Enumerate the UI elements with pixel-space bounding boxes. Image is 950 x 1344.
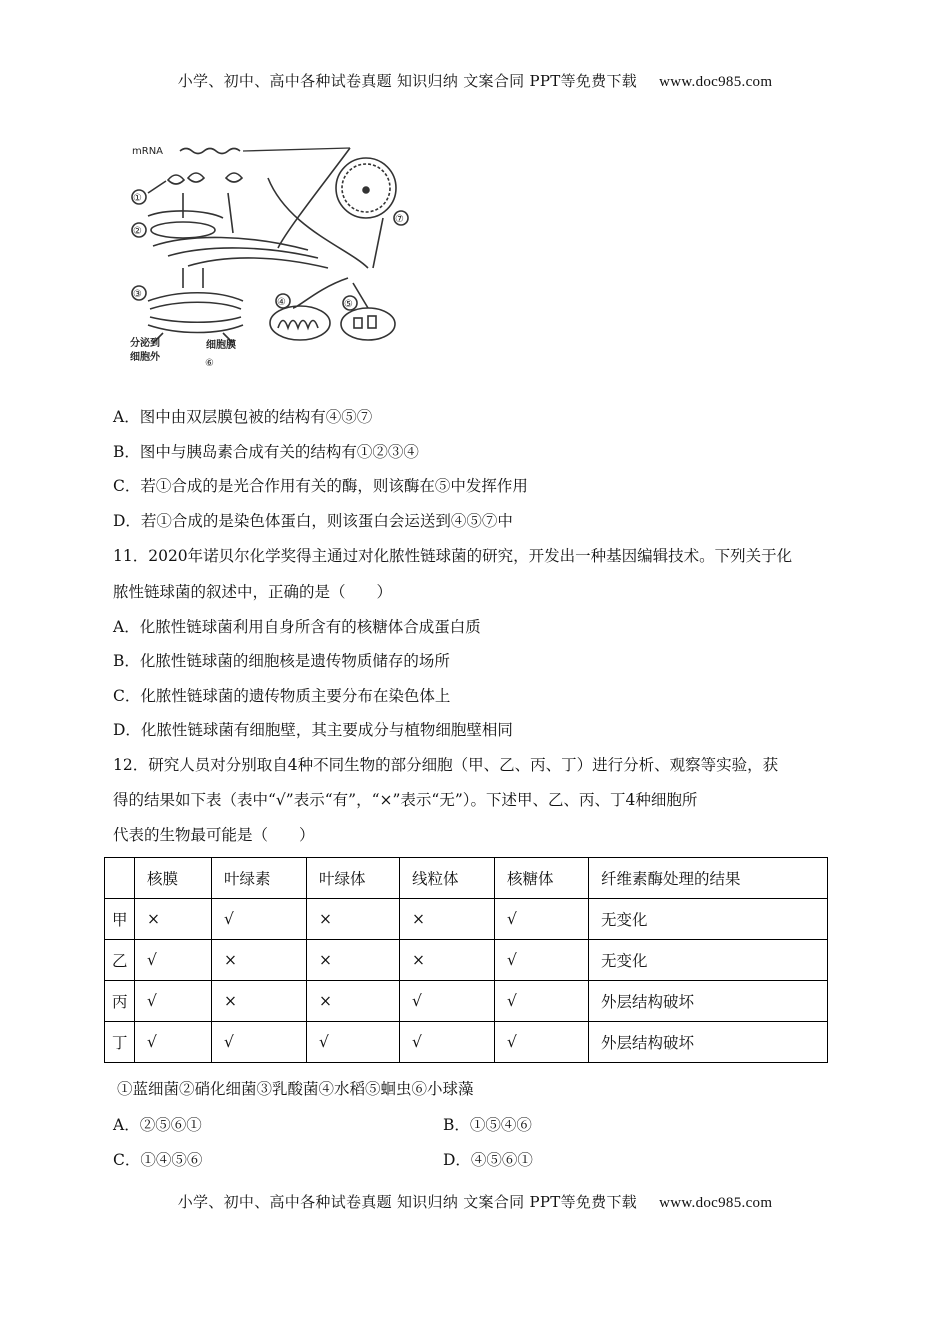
q12-organism-list: ①蓝细菌②硝化细菌③乳酸菌④水稻⑤蛔虫⑥小球藻 bbox=[117, 1080, 474, 1098]
table-cell: √ bbox=[135, 981, 212, 1022]
table-header-cell: 核膜 bbox=[135, 858, 212, 899]
table-cell: × bbox=[307, 940, 400, 981]
table-header-cell: 叶绿素 bbox=[212, 858, 307, 899]
table-row bbox=[105, 940, 828, 981]
cell-structure-figure bbox=[128, 138, 413, 370]
table-header-row bbox=[105, 858, 828, 899]
table-row bbox=[105, 1022, 828, 1063]
table-cell: √ bbox=[495, 1022, 589, 1063]
table-cell: √ bbox=[212, 899, 307, 940]
table-header-cell: 核糖体 bbox=[495, 858, 589, 899]
q11-stem-line1: 11．2020年诺贝尔化学奖得主通过对化脓性链球菌的研究，开发出一种基因编辑技术。下列关于化 bbox=[113, 547, 793, 565]
header-text: 小学、初中、高中各种试卷真题 知识归纳 文案合同 PPT等免费下载 bbox=[177, 72, 638, 90]
q10-option-c: C．若①合成的是光合作用有关的酶，则该酶在⑤中发挥作用 bbox=[113, 477, 528, 495]
table-cell: √ bbox=[400, 981, 495, 1022]
table-cell: 外层结构破坏 bbox=[589, 1022, 828, 1063]
table-cell: × bbox=[400, 940, 495, 981]
header-site: www.doc985.com bbox=[659, 74, 773, 90]
q12-stem-line2: 得的结果如下表（表中“√”表示“有”，“×”表示“无”）。下述甲、乙、丙、丁4种细胞所 bbox=[113, 791, 698, 809]
table-cell: × bbox=[400, 899, 495, 940]
q12-stem-line1: 12．研究人员对分别取自4种不同生物的部分细胞（甲、乙、丙、丁）进行分析、观察等实验，获 bbox=[113, 756, 779, 774]
table-cell: √ bbox=[212, 1022, 307, 1063]
page-footer bbox=[0, 1191, 950, 1212]
table-cell: × bbox=[307, 899, 400, 940]
q12-option-b: B．①⑤④⑥ bbox=[443, 1116, 532, 1134]
table-cell: √ bbox=[495, 981, 589, 1022]
q11-option-c: C．化脓性链球菌的遗传物质主要分布在染色体上 bbox=[113, 687, 451, 705]
q10-option-b: B．图中与胰岛素合成有关的结构有①②③④ bbox=[113, 443, 419, 461]
table-row bbox=[105, 981, 828, 1022]
table-cell: 丙 bbox=[105, 981, 135, 1022]
mrna-label: mRNA bbox=[132, 146, 164, 157]
table-row bbox=[105, 899, 828, 940]
footer-site: www.doc985.com bbox=[659, 1195, 773, 1211]
table-cell: × bbox=[212, 981, 307, 1022]
table-cell: √ bbox=[135, 940, 212, 981]
q12-option-d: D．④⑤⑥① bbox=[443, 1151, 533, 1169]
table-cell: √ bbox=[495, 940, 589, 981]
q11-option-b: B．化脓性链球菌的细胞核是遗传物质储存的场所 bbox=[113, 652, 450, 670]
table-cell: 丁 bbox=[105, 1022, 135, 1063]
q11-option-d: D．化脓性链球菌有细胞壁，其主要成分与植物细胞壁相同 bbox=[113, 721, 513, 739]
q12-option-a: A．②⑤⑥① bbox=[113, 1116, 202, 1134]
label-1: ① bbox=[133, 193, 142, 204]
label-5: ⑤ bbox=[344, 299, 353, 310]
table-cell: √ bbox=[400, 1022, 495, 1063]
label-6: ⑥ bbox=[205, 358, 214, 369]
q10-option-a: A．图中由双层膜包被的结构有④⑤⑦ bbox=[113, 408, 373, 426]
q11-stem-line2: 脓性链球菌的叙述中，正确的是（ ） bbox=[113, 583, 393, 601]
secrete-label-1: 分泌到 bbox=[130, 338, 160, 349]
results-table bbox=[104, 857, 828, 1063]
table-cell: 无变化 bbox=[589, 940, 828, 981]
q12-stem-line3: 代表的生物最可能是（ ） bbox=[113, 826, 315, 844]
q11-option-a: A．化脓性链球菌利用自身所含有的核糖体合成蛋白质 bbox=[113, 618, 481, 636]
table-cell: √ bbox=[135, 1022, 212, 1063]
table-header-cell: 线粒体 bbox=[400, 858, 495, 899]
table-cell: × bbox=[135, 899, 212, 940]
secrete-label-2: 细胞外 bbox=[130, 352, 160, 363]
label-4: ④ bbox=[277, 297, 286, 308]
table-header-cell: 纤维素酶处理的结果 bbox=[589, 858, 828, 899]
table-cell: 无变化 bbox=[589, 899, 828, 940]
table-cell: 外层结构破坏 bbox=[589, 981, 828, 1022]
page-header bbox=[0, 70, 950, 91]
table-cell: × bbox=[212, 940, 307, 981]
table-cell: √ bbox=[307, 1022, 400, 1063]
label-7: ⑦ bbox=[395, 214, 404, 225]
table-cell: 甲 bbox=[105, 899, 135, 940]
table-cell: √ bbox=[495, 899, 589, 940]
table-cell: 乙 bbox=[105, 940, 135, 981]
footer-text: 小学、初中、高中各种试卷真题 知识归纳 文案合同 PPT等免费下载 bbox=[177, 1193, 638, 1211]
table-header-cell bbox=[105, 858, 135, 899]
table-cell: × bbox=[307, 981, 400, 1022]
q10-option-d: D．若①合成的是染色体蛋白，则该蛋白会运送到④⑤⑦中 bbox=[113, 512, 513, 530]
label-2: ② bbox=[133, 226, 142, 237]
membrane-label: 细胞膜 bbox=[206, 340, 236, 351]
table-header-cell: 叶绿体 bbox=[307, 858, 400, 899]
label-3: ③ bbox=[133, 289, 142, 300]
q12-option-c: C．①④⑤⑥ bbox=[113, 1151, 203, 1169]
